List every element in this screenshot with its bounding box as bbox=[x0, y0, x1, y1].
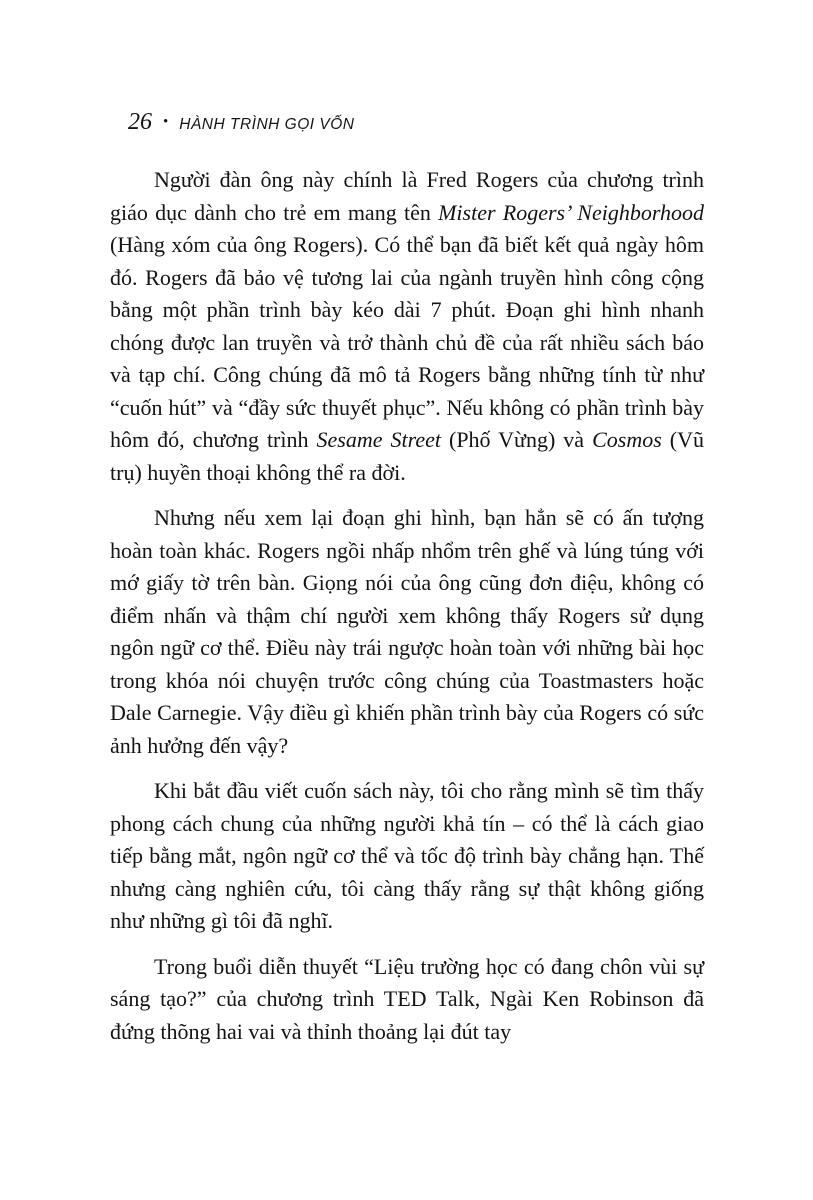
text-run: Người đàn ông này chính là Fred Rogers của chương trình giáo dục dành cho trẻ em mang tên bbox=[110, 167, 704, 225]
running-header bbox=[128, 110, 354, 134]
bullet-separator-icon: • bbox=[163, 114, 169, 130]
page-text bbox=[110, 164, 704, 1048]
paragraph bbox=[110, 775, 704, 938]
text-run: (Vũ trụ) huyền thoại không thể ra đời. bbox=[110, 427, 704, 485]
page-number: 26 bbox=[128, 109, 152, 135]
paragraph bbox=[110, 502, 704, 762]
text-run: (Phố Vừng) và bbox=[440, 427, 593, 452]
text-run: (Hàng xóm của ông Rogers). Có thể bạn đã biết kết quả ngày hôm đó. Rogers đã bảo vệ tương lai của ngành truyền hình công cộng bằng một phần trình bày kéo dài 7 phút. Đoạn ghi hình nhanh chóng được lan truyền và trở thành chủ đề của rất nhiều sách báo và tạp chí. Công chúng đã mô tả Rogers bằng những tính từ như “cuốn hút” và “đầy sức thuyết phục”. Nếu không có phần trình bày hôm đó, chương trình bbox=[110, 232, 704, 452]
paragraph bbox=[110, 164, 704, 489]
text-run: Nhưng nếu xem lại đoạn ghi hình, bạn hẳn sẽ có ấn tượng hoàn toàn khác. Rogers ngồi nhấp nhổm trên ghế và lúng túng với mớ giấy tờ trên bàn. Giọng nói của ông cũng đơn điệu, không có điểm nhấn và thậm chí người xem không thấy Rogers sử dụng ngôn ngữ cơ thể. Điều này trái ngược hoàn toàn với những bài học trong khóa nói chuyện trước công chúng của Toastmasters hoặc Dale Carnegie. Vậy điều gì khiến phần trình bày của Rogers có sức ảnh hưởng đến vậy? bbox=[110, 505, 704, 758]
text-run: Trong buổi diễn thuyết “Liệu trường học có đang chôn vùi sự sáng tạo?” của chương trình TED Talk, Ngài Ken Robinson đã đứng thõng hai vai và thỉnh thoảng lại đút tay bbox=[110, 953, 704, 1044]
italic-text-run: Cosmos bbox=[592, 427, 662, 452]
running-header-title: HÀNH TRÌNH GỌI VỐN bbox=[179, 116, 355, 133]
paragraph bbox=[110, 951, 704, 1049]
italic-text-run: Mister Rogers’ Neighborhood bbox=[438, 199, 704, 225]
text-run: Khi bắt đầu viết cuốn sách này, tôi cho rằng mình sẽ tìm thấy phong cách chung của những người khả tín – có thể là cách giao tiếp bằng mắt, ngôn ngữ cơ thể và tốc độ trình bày chẳng hạn. Thế nhưng càng nghiên cứu, tôi càng thấy rằng sự thật không giống như những gì tôi đã nghĩ. bbox=[110, 778, 704, 933]
italic-text-run: Sesame Street bbox=[316, 427, 441, 452]
